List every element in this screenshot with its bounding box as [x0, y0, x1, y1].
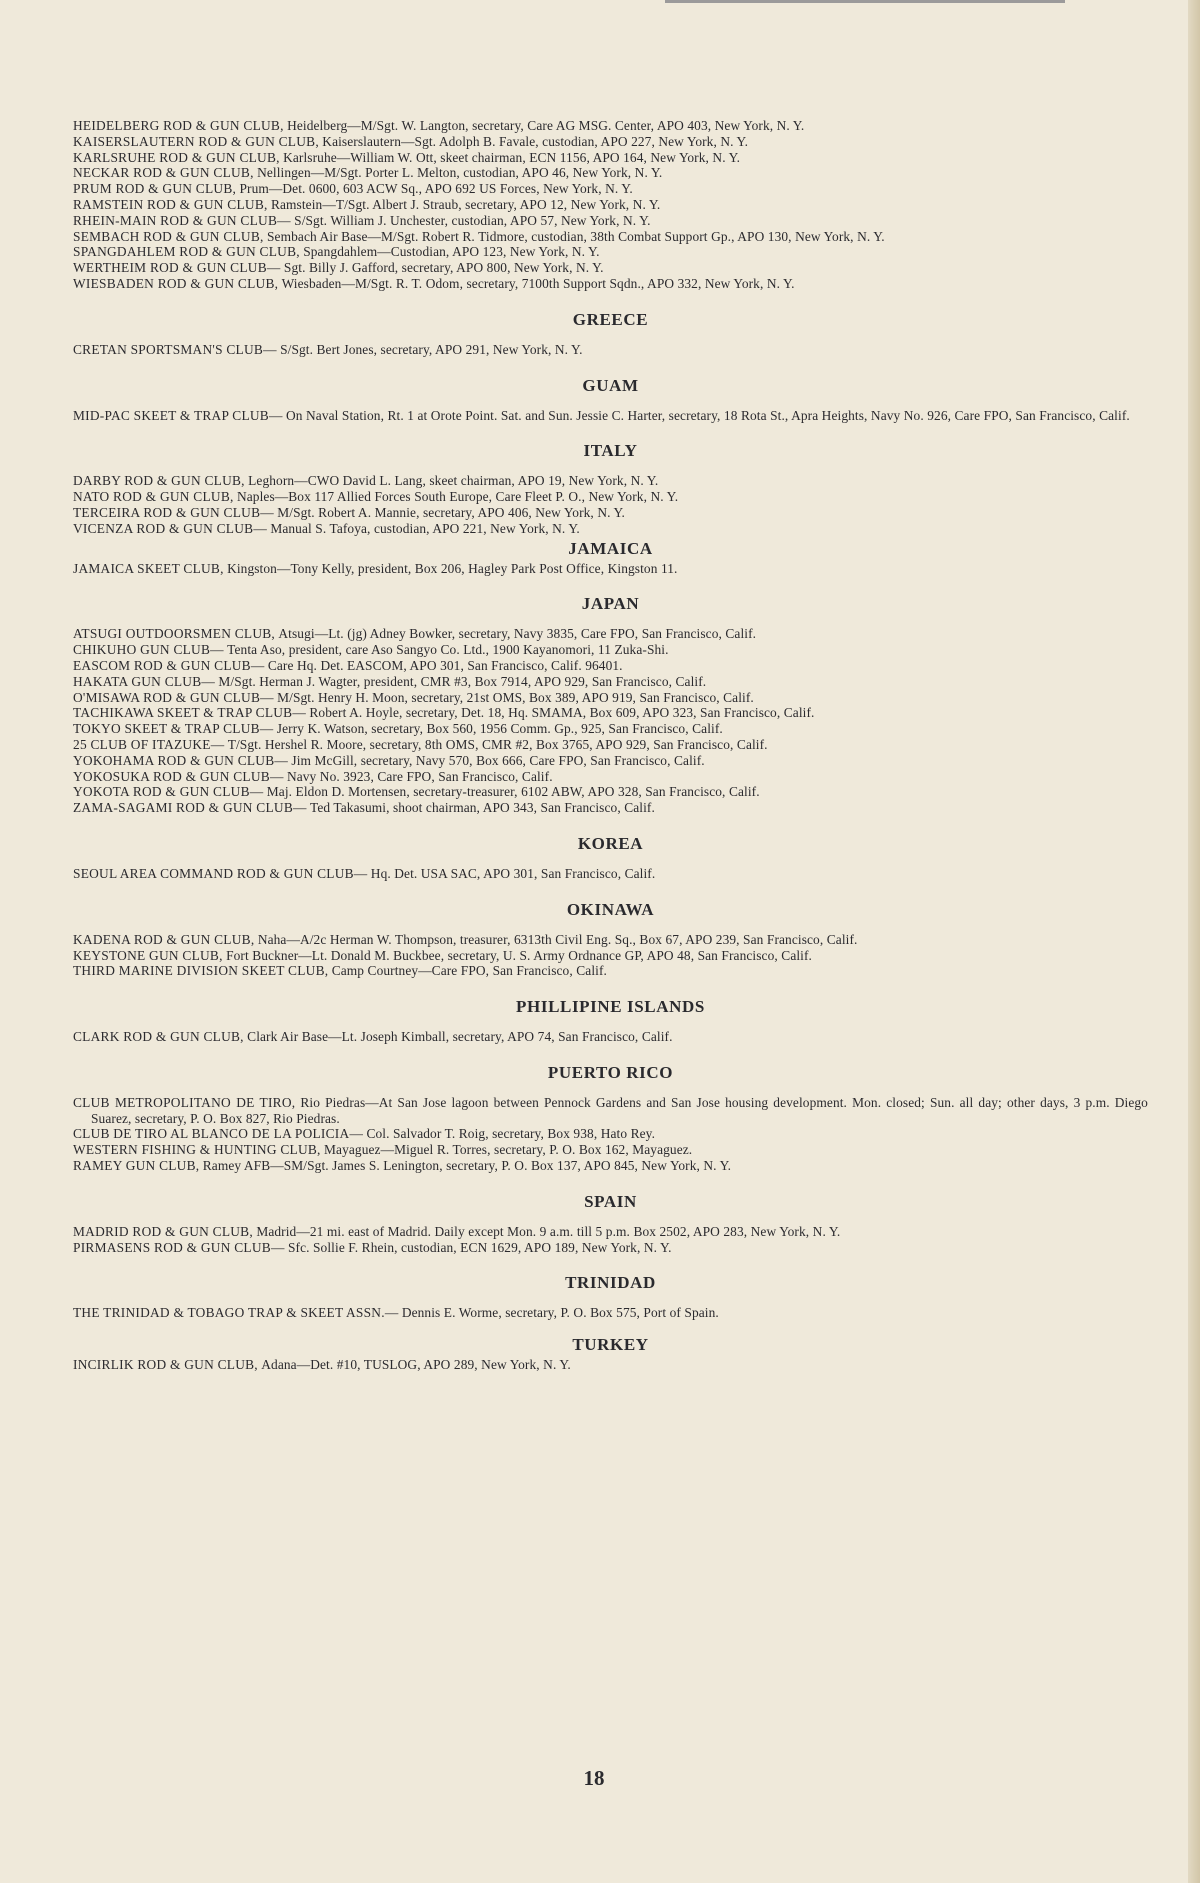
club-details: M/Sgt. Robert A. Mannie, secretary, APO 406, New York, N. Y.	[277, 504, 625, 520]
club-entry	[73, 1305, 1148, 1321]
club-entry	[73, 1029, 1148, 1045]
club-name: ATSUGI OUTDOORSMEN CLUB,	[73, 626, 276, 642]
club-name: TERCEIRA ROD & GUN CLUB—	[73, 504, 274, 520]
club-entry	[73, 489, 1148, 505]
club-entry	[73, 948, 1148, 964]
club-name: HAKATA GUN CLUB—	[73, 673, 216, 689]
club-entry	[73, 561, 1148, 577]
club-entry	[73, 473, 1148, 489]
club-details: Karlsruhe—William W. Ott, skeet chairman, ECN 1156, APO 164, New York, N. Y.	[283, 149, 741, 165]
club-name: RHEIN-MAIN ROD & GUN CLUB—	[73, 212, 291, 228]
club-name: CLUB DE TIRO AL BLANCO DE LA POLICIA—	[73, 1126, 364, 1142]
club-name: HEIDELBERG ROD & GUN CLUB,	[73, 118, 284, 133]
club-details: Nellingen—M/Sgt. Porter L. Melton, custodian, APO 46, New York, N. Y.	[257, 165, 663, 181]
country-section	[73, 539, 1148, 577]
club-details: Ramstein—T/Sgt. Albert J. Straub, secretary, APO 12, New York, N. Y.	[270, 196, 661, 212]
club-entry	[73, 753, 1148, 769]
club-details: Fort Buckner—Lt. Donald M. Buckbee, secretary, U. S. Army Ordnance GP, APO 48, San Francisco, Calif.	[226, 947, 813, 963]
country-section	[73, 376, 1148, 424]
club-details: T/Sgt. Hershel R. Moore, secretary, 8th OMS, CMR #2, Box 3765, APO 929, San Francisco, Calif.	[227, 736, 768, 752]
club-entry	[73, 866, 1148, 882]
country-section	[73, 594, 1148, 816]
club-details: Jerry K. Watson, secretary, Box 560, 1956 Comm. Gp., 925, San Francisco, Calif.	[276, 721, 723, 737]
club-name: 25 CLUB OF ITAZUKE—	[73, 736, 225, 752]
club-details: Naha—A/2c Herman W. Thompson, treasurer, 6313th Civil Eng. Sq., Box 67, APO 239, San Francisco, Calif.	[257, 931, 858, 947]
club-entry	[73, 260, 1148, 276]
country-section	[73, 834, 1148, 882]
country-section	[73, 441, 1148, 536]
club-details: Ramey AFB—SM/Sgt. James S. Lenington, secretary, P. O. Box 137, APO 845, New York, N. Y.	[202, 1158, 732, 1174]
club-name: WESTERN FISHING & HUNTING CLUB,	[73, 1142, 321, 1158]
club-name: INCIRLIK ROD & GUN CLUB,	[73, 1357, 258, 1373]
club-name: KARLSRUHE ROD & GUN CLUB,	[73, 149, 280, 165]
club-name: MID-PAC SKEET & TRAP CLUB—	[73, 407, 283, 423]
country-section	[73, 997, 1148, 1045]
club-entry	[73, 658, 1148, 674]
club-name: O'MISAWA ROD & GUN CLUB—	[73, 689, 274, 705]
club-details: Rio Piedras—At San Jose lagoon between Pennock Gardens and San Jose housing development. Mon. closed; Sun. all day; other days, 3 p.m. Diego Suarez, secretary, P. O. Box 827, Rio Piedras.	[91, 1094, 1148, 1126]
club-name: MADRID ROD & GUN CLUB,	[73, 1223, 253, 1239]
club-entry	[73, 1142, 1148, 1158]
club-name: THE TRINIDAD & TOBAGO TRAP & SKEET ASSN.—	[73, 1305, 399, 1321]
club-entry	[73, 505, 1148, 521]
country-heading: ITALY	[583, 441, 638, 461]
club-name: TACHIKAWA SKEET & TRAP CLUB—	[73, 705, 307, 721]
club-entry	[73, 408, 1148, 424]
club-name: RAMEY GUN CLUB,	[73, 1158, 200, 1174]
club-details: Col. Salvador T. Roig, secretary, Box 938, Hato Rey.	[366, 1126, 656, 1142]
club-details: Spangdahlem—Custodian, APO 123, New York, N. Y.	[303, 244, 600, 260]
country-section	[73, 118, 1148, 292]
club-entry	[73, 642, 1148, 658]
club-details: Naples—Box 117 Allied Forces South Europe, Care Fleet P. O., New York, N. Y.	[236, 489, 679, 505]
club-entry	[73, 705, 1148, 721]
club-entry	[73, 521, 1148, 537]
club-entry	[73, 769, 1148, 785]
club-name: KEYSTONE GUN CLUB,	[73, 947, 223, 963]
club-name: CLUB METROPOLITANO DE TIRO,	[73, 1094, 296, 1110]
club-entry	[73, 118, 1148, 134]
club-entry	[73, 932, 1148, 948]
country-section	[73, 1335, 1148, 1373]
country-heading: TRINIDAD	[565, 1273, 656, 1293]
club-details: Heidelberg—M/Sgt. W. Langton, secretary, Care AG MSG. Center, APO 403, New York, N. Y.	[287, 118, 805, 133]
club-name: NECKAR ROD & GUN CLUB,	[73, 165, 254, 181]
club-entry	[73, 244, 1148, 260]
club-details: Adana—Det. #10, TUSLOG, APO 289, New York, N. Y.	[261, 1357, 571, 1373]
club-name: RAMSTEIN ROD & GUN CLUB,	[73, 196, 268, 212]
club-details: S/Sgt. Bert Jones, secretary, APO 291, New York, N. Y.	[280, 341, 583, 357]
country-heading: KOREA	[577, 833, 644, 853]
club-details: Mayaguez—Miguel R. Torres, secretary, P. O. Box 162, Mayaguez.	[324, 1142, 693, 1158]
club-details: Clark Air Base—Lt. Joseph Kimball, secretary, APO 74, San Francisco, Calif.	[247, 1029, 673, 1045]
club-entry	[73, 229, 1148, 245]
country-section	[73, 310, 1148, 358]
country-heading: OKINAWA	[566, 899, 655, 919]
club-entry	[73, 276, 1148, 292]
club-details: Care Hq. Det. EASCOM, APO 301, San Francisco, Calif. 96401.	[267, 657, 623, 673]
club-entry	[73, 1224, 1148, 1240]
club-name: PIRMASENS ROD & GUN CLUB—	[73, 1239, 285, 1255]
club-name: CRETAN SPORTSMAN'S CLUB—	[73, 341, 277, 357]
club-details: Kaiserslautern—Sgt. Adolph B. Favale, custodian, APO 227, New York, N. Y.	[322, 133, 749, 149]
club-entry	[73, 1126, 1148, 1142]
club-entry	[73, 626, 1148, 642]
club-name: TOKYO SKEET & TRAP CLUB—	[73, 721, 274, 737]
club-entry	[73, 1095, 1148, 1127]
club-name: CLARK ROD & GUN CLUB,	[73, 1029, 244, 1045]
country-section	[73, 1273, 1148, 1321]
club-name: PRUM ROD & GUN CLUB,	[73, 181, 237, 197]
club-details: Wiesbaden—M/Sgt. R. T. Odom, secretary, 7100th Support Sqdn., APO 332, New York, N. Y.	[281, 275, 795, 291]
club-entry	[73, 150, 1148, 166]
club-name: KAISERSLAUTERN ROD & GUN CLUB,	[73, 133, 319, 149]
club-details: Kingston—Tony Kelly, president, Box 206, Hagley Park Post Office, Kingston 11.	[227, 560, 678, 576]
club-name: EASCOM ROD & GUN CLUB—	[73, 657, 265, 673]
club-name: YOKOSUKA ROD & GUN CLUB—	[73, 768, 284, 784]
club-name: ZAMA-SAGAMI ROD & GUN CLUB—	[73, 800, 307, 816]
club-details: Prum—Det. 0600, 603 ACW Sq., APO 692 US Forces, New York, N. Y.	[239, 181, 633, 197]
club-entry	[73, 1357, 1148, 1373]
club-name: THIRD MARINE DIVISION SKEET CLUB,	[73, 963, 329, 979]
club-details: Sfc. Sollie F. Rhein, custodian, ECN 1629, APO 189, New York, N. Y.	[287, 1239, 672, 1255]
club-name: YOKOTA ROD & GUN CLUB—	[73, 784, 264, 800]
club-name: WIESBADEN ROD & GUN CLUB,	[73, 275, 279, 291]
club-details: Navy No. 3923, Care FPO, San Francisco, Calif.	[286, 768, 553, 784]
club-entry	[73, 134, 1148, 150]
club-details: Dennis E. Worme, secretary, P. O. Box 575, Port of Spain.	[401, 1305, 719, 1321]
club-directory	[73, 118, 1148, 1373]
country-heading: JAMAICA	[568, 538, 653, 558]
country-heading: JAPAN	[581, 594, 640, 614]
club-entry	[73, 197, 1148, 213]
country-heading: PUERTO RICO	[547, 1062, 674, 1082]
club-name: WERTHEIM ROD & GUN CLUB—	[73, 260, 281, 276]
club-details: M/Sgt. Henry H. Moon, secretary, 21st OMS, Box 389, APO 919, San Francisco, Calif.	[277, 689, 754, 705]
club-details: Hq. Det. USA SAC, APO 301, San Francisco, Calif.	[370, 865, 656, 881]
country-heading: PHILLIPINE ISLANDS	[516, 997, 705, 1017]
club-entry	[73, 342, 1148, 358]
club-details: Sgt. Billy J. Gafford, secretary, APO 800, New York, N. Y.	[283, 260, 604, 276]
country-heading: TURKEY	[572, 1335, 649, 1355]
club-name: VICENZA ROD & GUN CLUB—	[73, 520, 267, 536]
club-entry	[73, 674, 1148, 690]
country-section	[73, 1192, 1148, 1256]
club-name: NATO ROD & GUN CLUB,	[73, 489, 234, 505]
club-name: CHIKUHO GUN CLUB—	[73, 642, 224, 658]
club-entry	[73, 690, 1148, 706]
country-section	[73, 1063, 1148, 1174]
club-details: On Naval Station, Rt. 1 at Orote Point. Sat. and Sun. Jessie C. Harter, secretary, 18 Rota St., Apra Heights, Navy No. 926, Care FPO, San Francisco, Calif.	[286, 407, 1130, 423]
country-heading: SPAIN	[584, 1191, 637, 1211]
top-rule	[665, 0, 1065, 3]
club-name: KADENA ROD & GUN CLUB,	[73, 931, 255, 947]
club-name: DARBY ROD & GUN CLUB,	[73, 473, 245, 489]
club-details: Jim McGill, secretary, Navy 570, Box 666, Care FPO, San Francisco, Calif.	[291, 752, 705, 768]
country-section	[73, 900, 1148, 979]
club-entry	[73, 737, 1148, 753]
page-edge	[1188, 0, 1200, 1883]
club-details: Camp Courtney—Care FPO, San Francisco, Calif.	[331, 963, 607, 979]
club-details: S/Sgt. William J. Unchester, custodian, APO 57, New York, N. Y.	[294, 212, 651, 228]
page-number: 18	[583, 1766, 605, 1790]
club-entry	[73, 1158, 1148, 1174]
club-name: YOKOHAMA ROD & GUN CLUB—	[73, 752, 289, 768]
club-details: Tenta Aso, president, care Aso Sangyo Co. Ltd., 1900 Kayanomori, 11 Zuka-Shi.	[227, 642, 669, 658]
club-details: Maj. Eldon D. Mortensen, secretary-treasurer, 6102 ABW, APO 328, San Francisco, Calif.	[266, 784, 760, 800]
club-details: Madrid—21 mi. east of Madrid. Daily except Mon. 9 a.m. till 5 p.m. Box 2502, APO 283, New York, N. Y.	[256, 1223, 841, 1239]
club-name: JAMAICA SKEET CLUB,	[73, 560, 224, 576]
club-details: Robert A. Hoyle, secretary, Det. 18, Hq. SMAMA, Box 609, APO 323, San Francisco, Calif.	[309, 705, 815, 721]
club-details: Sembach Air Base—M/Sgt. Robert R. Tidmore, custodian, 38th Combat Support Gp., APO 130, New York, N. Y.	[267, 228, 885, 244]
club-entry	[73, 213, 1148, 229]
club-entry	[73, 181, 1148, 197]
club-entry	[73, 963, 1148, 979]
club-entry	[73, 165, 1148, 181]
club-name: SEOUL AREA COMMAND ROD & GUN CLUB—	[73, 865, 368, 881]
club-name: SEMBACH ROD & GUN CLUB,	[73, 228, 264, 244]
country-heading: GREECE	[572, 309, 649, 329]
club-details: Atsugi—Lt. (jg) Adney Bowker, secretary, Navy 3835, Care FPO, San Francisco, Calif.	[278, 626, 757, 642]
club-details: M/Sgt. Herman J. Wagter, president, CMR #3, Box 7914, APO 929, San Francisco, Calif.	[218, 673, 707, 689]
club-name: SPANGDAHLEM ROD & GUN CLUB,	[73, 244, 300, 260]
club-details: Leghorn—CWO David L. Lang, skeet chairman, APO 19, New York, N. Y.	[248, 473, 659, 489]
club-entry	[73, 721, 1148, 737]
club-details: Ted Takasumi, shoot chairman, APO 343, San Francisco, Calif.	[310, 800, 655, 816]
club-details: Manual S. Tafoya, custodian, APO 221, New York, N. Y.	[270, 520, 580, 536]
club-entry	[73, 1240, 1148, 1256]
club-entry	[73, 800, 1148, 816]
country-heading: GUAM	[582, 375, 639, 395]
club-entry	[73, 784, 1148, 800]
